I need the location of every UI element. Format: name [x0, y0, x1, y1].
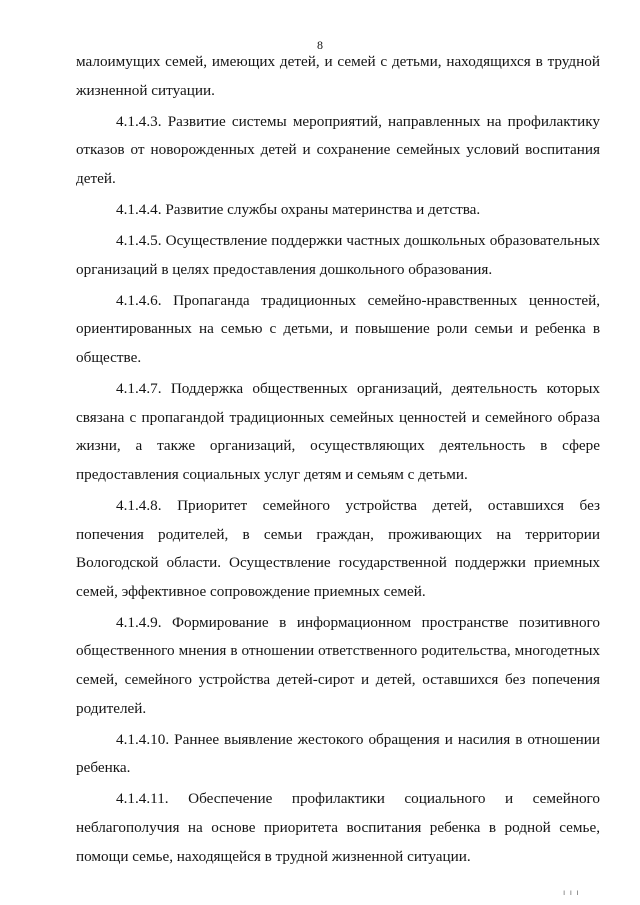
- page-number: 8: [317, 38, 323, 52]
- paragraph-4-1-4-3: 4.1.4.3. Развитие системы мероприятий, направленных на профилактику отказов от новорожденных детей и сохранение семейных условий воспитания детей.: [76, 112, 600, 187]
- paragraph-continuation: малоимущих семей, имеющих детей, и семей с детьми, находящихся в трудной жизненной ситуации.: [76, 53, 600, 99]
- paragraph-4-1-4-9: 4.1.4.9. Формирование в информационном пространстве позитивного общественного мнения в отношении ответственного родительства, многодетных семей, семейного устройства детей-сирот и детей, оставшихся без попечения родителей.: [76, 613, 600, 717]
- corner-scan-mark: ı ı ı: [563, 888, 580, 897]
- paragraph-4-1-4-10: 4.1.4.10. Раннее выявление жестокого обращения и насилия в отношении ребенка.: [76, 730, 600, 777]
- paragraph-4-1-4-4: 4.1.4.4. Развитие службы охраны материнства и детства.: [116, 200, 481, 218]
- paragraph-4-1-4-5: 4.1.4.5. Осуществление поддержки частных дошкольных образовательных организаций в целях предоставления дошкольного образования.: [76, 232, 600, 278]
- paragraph-4-1-4-6: 4.1.4.6. Пропаганда традиционных семейно-нравственных ценностей, ориентированных на семью с детьми, и повышение роли семьи и ребенка в обществе.: [76, 291, 600, 366]
- paragraph-4-1-4-8: 4.1.4.8. Приоритет семейного устройства детей, оставшихся без попечения родителей, в семьи граждан, проживающих на территории Вологодской области. Осуществление государственной поддержки приемных семей, эффективное сопровождение приемных семей.: [76, 496, 600, 600]
- paragraph-4-1-4-11: 4.1.4.11. Обеспечение профилактики социального и семейного неблагополучия на основе приоритета воспитания ребенка в родной семье, помощи семье, находящейся в трудной жизненной ситуации.: [76, 790, 600, 865]
- body-text: [76, 48, 600, 874]
- paragraph-4-1-4-7: 4.1.4.7. Поддержка общественных организаций, деятельность которых связана с пропагандой традиционных семейных ценностей и семейного образа жизни, а также организаций, осуществляющих деятельность в сфере предоставления социальных услуг детям и семьям с детьми.: [76, 380, 600, 483]
